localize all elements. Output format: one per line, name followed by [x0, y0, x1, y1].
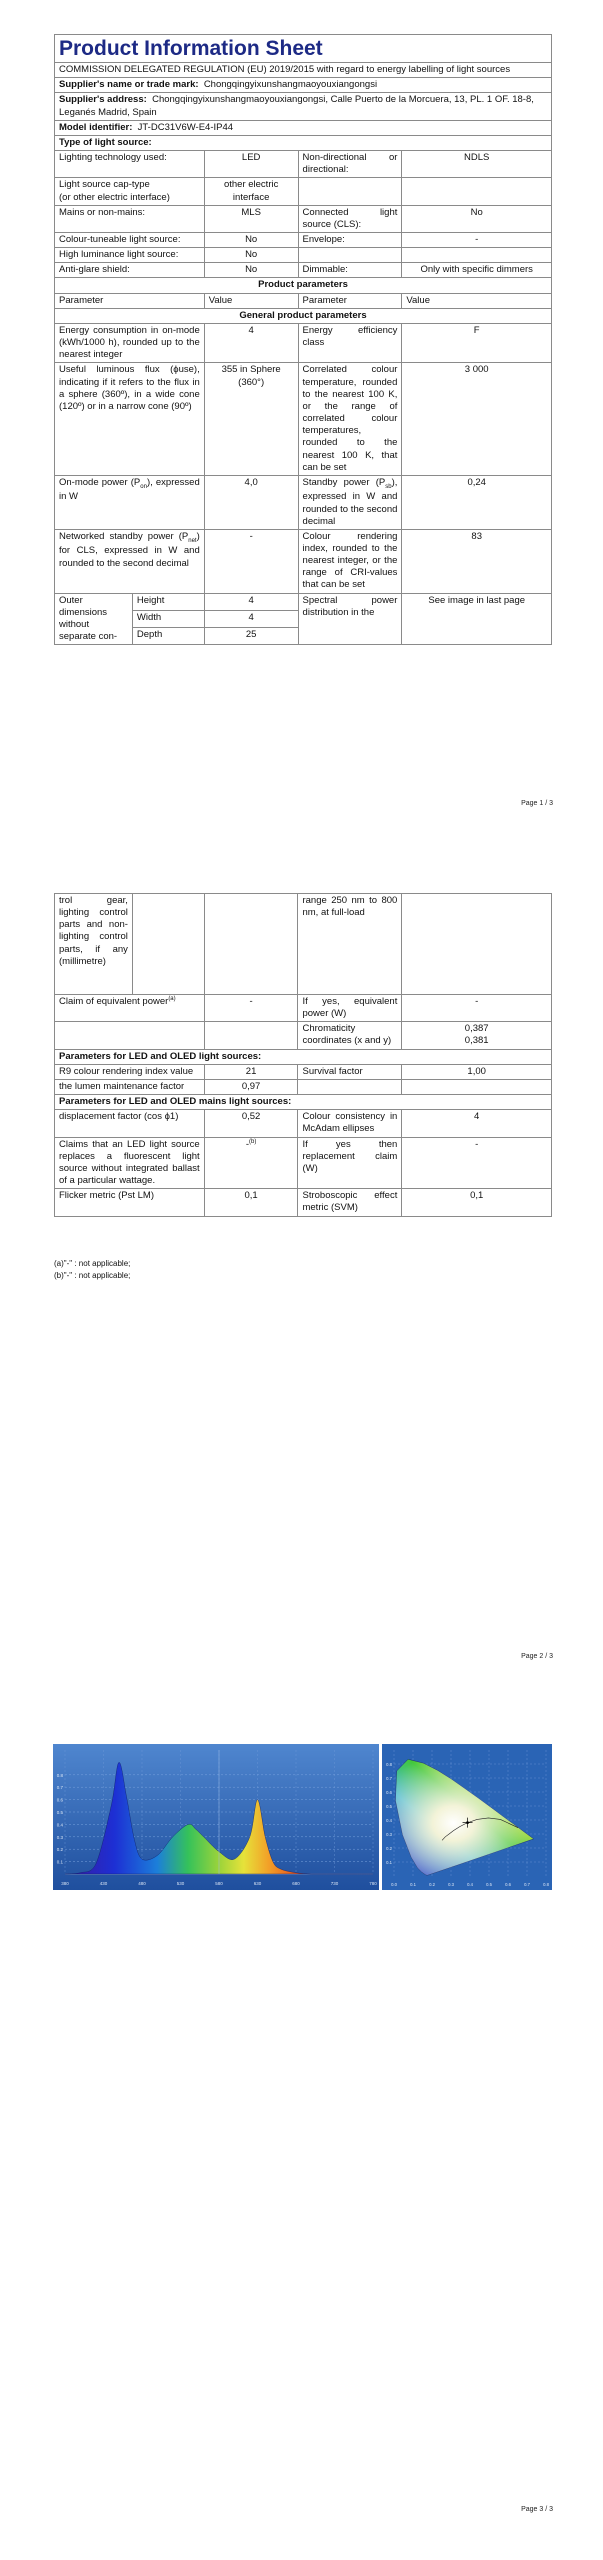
net-standby-label-a: Networked standby power (P: [59, 530, 189, 542]
cie-y-tick-label: 0.7: [386, 1776, 392, 1781]
col-header-value: Value: [402, 293, 552, 308]
cie-y-tick-label: 0.4: [386, 1818, 392, 1823]
cie-y-tick-label: 0.6: [386, 1790, 392, 1795]
chroma-values: [402, 1022, 552, 1049]
model-row: [55, 120, 552, 135]
maint-label: the lumen maintenance factor: [55, 1079, 205, 1094]
dimmable-value: Only with specific dimmers: [402, 263, 552, 278]
footnote-a: (a)"-" : not applicable;: [54, 1259, 131, 1268]
empty-cell: [402, 178, 552, 205]
cri-label: Colour rendering index, rounded to the nearest integer, or the range of CRI-values that can be set: [298, 529, 402, 593]
spd-x-tick-label: 480: [138, 1881, 146, 1886]
cct-label: Correlated colour temperature, rounded to the nearest 100 K, or the range of correlated colour temperatures, rounded to the nearest 100 K, that can be set: [298, 363, 402, 475]
spd-y-tick-label: 0.3: [56, 1834, 63, 1840]
spd-x-tick-label: 730: [330, 1881, 339, 1886]
width-value: 4: [204, 610, 298, 627]
cie-x-tick-label: 0.3: [448, 1882, 454, 1887]
cls-value: No: [402, 205, 552, 232]
product-info-table: [54, 34, 552, 645]
page-number: Page 3 / 3: [521, 2506, 553, 2513]
svm-label: Stroboscopic effect metric (SVM): [298, 1189, 402, 1216]
empty-cell: [204, 894, 298, 995]
chroma-label: Chromaticity coordinates (x and y): [298, 1022, 402, 1049]
cie-x-tick-label: 0.0: [391, 1882, 397, 1887]
depth-label: Depth: [132, 628, 204, 645]
cie-y-tick-label: 0.3: [386, 1832, 392, 1837]
empty-cell: [298, 178, 402, 205]
cie-y-tick-label: 0.8: [386, 1762, 392, 1767]
regulation-text: COMMISSION DELEGATED REGULATION (EU) 2019/2015 with regard to energy labelling of light sources: [55, 63, 552, 78]
width-label: Width: [132, 610, 204, 627]
flicker-value: 0,1: [204, 1189, 298, 1216]
on-power-label-a: On-mode power (P: [59, 476, 141, 488]
cap-type-value: other electric interface: [204, 178, 298, 205]
survival-label: Survival factor: [298, 1064, 402, 1079]
empty-cell: [132, 894, 204, 995]
cie-y-tick-label: 0.2: [386, 1846, 392, 1851]
depth-value: 25: [204, 628, 298, 645]
directional-label: Non-directional or directional:: [298, 151, 402, 178]
cls-label: Connected light source (CLS):: [298, 205, 402, 232]
equiv-w-value: -: [402, 995, 552, 1022]
col-header-parameter: Parameter: [298, 293, 402, 308]
equiv-label-text: Claim of equivalent power: [59, 996, 169, 1008]
cap-type-label-line1: Light source cap-type: [59, 179, 150, 191]
spd-x-tick-label: 380: [61, 1881, 69, 1886]
lighting-tech-value: LED: [204, 151, 298, 178]
supplier-name: Chongqingyixunshangmaoyouxiangongsi: [203, 79, 378, 91]
equiv-sup: (a): [168, 996, 176, 1002]
spd-y-tick-label: 0.2: [56, 1847, 63, 1853]
empty-cell: [402, 1079, 552, 1094]
high-lum-value: No: [204, 248, 298, 263]
flicker-label: Flicker metric (Pst LM): [55, 1189, 205, 1216]
cie-y-tick-label: 0.5: [386, 1804, 392, 1809]
cie-y-tick-label: 0.1: [386, 1860, 392, 1865]
page-title: Product Information Sheet: [55, 35, 552, 63]
cie-x-tick-label: 0.7: [524, 1882, 530, 1887]
spd-label: Spectral power distribution in the: [298, 593, 402, 645]
flux-label: Useful luminous flux (ϕuse), indicating if it refers to the flux in a sphere (360º), in a wide cone (120º) or in a narrow cone (90º): [55, 363, 205, 475]
chroma-x: 0,387: [464, 1023, 489, 1035]
standby-sub: sb: [385, 483, 392, 490]
standby-label-a: Standby power (P: [302, 476, 386, 488]
high-lum-label: High luminance light source:: [55, 248, 205, 263]
r9-label: R9 colour rendering index value: [55, 1064, 205, 1079]
col-header-value: Value: [204, 293, 298, 308]
standby-value: 0,24: [402, 475, 552, 529]
anti-glare-value: No: [204, 263, 298, 278]
spd-x-tick-label: 780: [369, 1881, 377, 1886]
cap-type-label-line2: (or other electric interface): [59, 191, 170, 203]
supplier-address: Chongqingyixunshangmaoyouxiangongsi, Calle Puerto de la Morcuera, 13, PL. 1 OF. 18-8, Leganés Madrid, Spain: [59, 94, 534, 118]
model-label: Model identifier:: [59, 121, 133, 133]
envelope-label: Envelope:: [298, 233, 402, 248]
on-power-label: [55, 475, 205, 529]
net-standby-value: -: [204, 529, 298, 593]
height-label: Height: [132, 593, 204, 610]
mcadam-value: 4: [402, 1110, 552, 1137]
energy-value: 4: [204, 323, 298, 362]
page-3: [0, 1706, 603, 2559]
spd-y-tick-label: 0.5: [56, 1810, 63, 1815]
cap-type-label: [55, 178, 205, 205]
mains-label: Mains or non-mains:: [55, 205, 205, 232]
page-number: Page 1 / 3: [521, 800, 553, 807]
general-params-heading: General product parameters: [55, 308, 552, 323]
model-identifier: JT-DC31V6W-E4-IP44: [137, 121, 234, 133]
cri-value: 83: [402, 529, 552, 593]
empty-cell: [402, 248, 552, 263]
spd-value: See image in last page: [402, 593, 552, 645]
energy-label: Energy consumption in on-mode (kWh/1000 h), rounded up to the nearest integer: [55, 323, 205, 362]
mains-params-heading: Parameters for LED and OLED mains light sources:: [55, 1095, 552, 1110]
height-value: 4: [204, 593, 298, 610]
mcadam-label: Colour consistency in McAdam ellipses: [298, 1110, 402, 1137]
footnotes: [54, 1258, 130, 1283]
chroma-y: 0,381: [464, 1035, 489, 1047]
disp-value: 0,52: [204, 1110, 298, 1137]
flux-value: 355 in Sphere (360°): [204, 363, 298, 475]
efficiency-label: Energy efficiency class: [298, 323, 402, 362]
page-2: [0, 853, 603, 1706]
cie-x-tick-label: 0.4: [467, 1882, 473, 1887]
cie-x-tick-label: 0.6: [505, 1882, 511, 1887]
dimmable-label: Dimmable:: [298, 263, 402, 278]
maint-value: 0,97: [204, 1079, 298, 1094]
cie-data-point: [466, 1821, 469, 1824]
empty-cell: [298, 1079, 402, 1094]
efficiency-value: F: [402, 323, 552, 362]
fluor-sup: (b): [249, 1138, 257, 1145]
col-header-parameter: Parameter: [55, 293, 205, 308]
empty-cell: [55, 1022, 205, 1049]
fluor-value-text: -: [245, 1138, 249, 1150]
net-standby-label-b: ) for CLS, expressed in W and rounded to the second decimal: [59, 530, 200, 569]
dimensions-label: Outer dimensions without separate con-: [55, 593, 133, 645]
directional-value: NDLS: [402, 151, 552, 178]
cie-x-tick-label: 0.1: [410, 1882, 416, 1887]
type-heading: Type of light source:: [55, 135, 552, 150]
on-power-label-b: ), expressed in W: [59, 476, 200, 503]
page-number: Page 2 / 3: [521, 1653, 553, 1660]
cie-x-tick-label: 0.8: [543, 1882, 549, 1887]
empty-cell: [298, 248, 402, 263]
page-1: [0, 0, 603, 853]
net-standby-sub: net: [188, 537, 197, 544]
empty-cell: [402, 894, 552, 995]
r9-value: 21: [204, 1064, 298, 1079]
spd-x-tick-label: 680: [292, 1881, 300, 1886]
supplier-address-row: [55, 93, 552, 120]
anti-glare-label: Anti-glare shield:: [55, 263, 205, 278]
spd-x-tick-label: 630: [253, 1881, 262, 1886]
on-power-sub: on: [140, 483, 147, 490]
spectral-power-chart: [53, 1744, 379, 1890]
spd-y-tick-label: 0.8: [56, 1772, 63, 1778]
empty-cell: [204, 1022, 298, 1049]
spd-y-tick-label: 0.4: [56, 1822, 63, 1828]
colour-tunable-label: Colour-tuneable light source:: [55, 233, 205, 248]
replace-label: If yes then replacement claim (W): [298, 1137, 402, 1189]
standby-label: [298, 475, 402, 529]
lighting-tech-label: Lighting technology used:: [55, 151, 205, 178]
spd-label-continued: range 250 nm to 800 nm, at full-load: [298, 894, 402, 995]
svm-value: 0,1: [402, 1189, 552, 1216]
supplier-address-label: Supplier's address:: [59, 94, 147, 106]
supplier-name-row: [55, 78, 552, 93]
product-info-table-continued: [54, 893, 552, 1217]
led-params-heading: Parameters for LED and OLED light sources:: [55, 1049, 552, 1064]
disp-label: displacement factor (cos ϕ1): [55, 1110, 205, 1137]
spd-y-tick-label: 0.1: [56, 1859, 63, 1865]
survival-value: 1,00: [402, 1064, 552, 1079]
equiv-value: -: [204, 995, 298, 1022]
cie-x-tick-label: 0.2: [429, 1882, 435, 1887]
spd-x-tick-label: 580: [215, 1881, 223, 1886]
net-standby-label: [55, 529, 205, 593]
cct-value: 3 000: [402, 363, 552, 475]
fluor-value: [204, 1137, 298, 1189]
cie-x-tick-label: 0.5: [486, 1882, 492, 1887]
supplier-name-label: Supplier's name or trade mark:: [59, 79, 199, 91]
mains-value: MLS: [204, 205, 298, 232]
footnote-b: (b)"-" : not applicable;: [54, 1271, 131, 1281]
colour-tunable-value: No: [204, 233, 298, 248]
product-params-heading: Product parameters: [55, 278, 552, 293]
equiv-label: [55, 995, 205, 1022]
standby-label-b: ), expressed in W and rounded to the second decimal: [302, 476, 398, 527]
spd-x-tick-label: 430: [99, 1881, 108, 1886]
spd-y-tick-label: 0.7: [56, 1785, 63, 1791]
equiv-w-label: If yes, equivalent power (W): [298, 995, 402, 1022]
spd-x-tick-label: 530: [176, 1881, 185, 1886]
replace-value: -: [402, 1137, 552, 1189]
on-power-value: 4,0: [204, 475, 298, 529]
fluor-label: Claims that an LED light source replaces a fluorescent light source without integrated ballast of a particular wattage.: [55, 1137, 205, 1189]
cie-chromaticity-chart: [382, 1744, 552, 1890]
dimensions-label-continued: trol gear, lighting control parts and non-lighting control parts, if any (millimetre): [55, 894, 133, 995]
envelope-value: -: [402, 233, 552, 248]
spd-y-tick-label: 0.6: [56, 1797, 63, 1803]
